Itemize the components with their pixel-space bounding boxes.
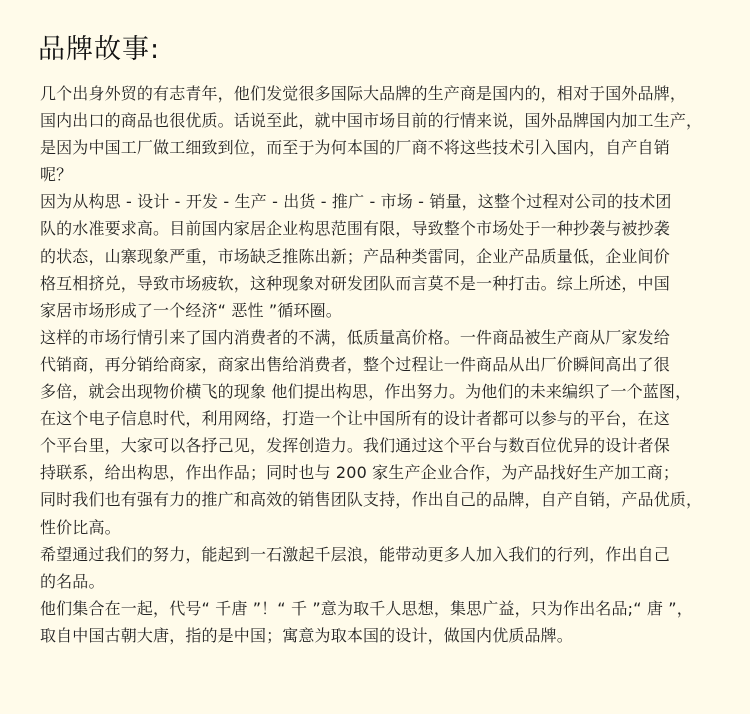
page-title: 品牌故事:: [38, 34, 161, 65]
story-paragraph-4: 希望通过我们的努力，能起到一石激起千层浪，能带动更多人加入我们的行列，作出自己 的名品。: [40, 544, 670, 591]
story-body: [40, 80, 720, 649]
story-paragraph-2: 因为从构思 - 设计 - 开发 - 生产 - 出货 - 推广 - 市场 - 销量，这整个过程对公司的技术团 队的水准要求高。目前国内家居企业构思范围有限，导致整个市场处于一种抄袭与被抄袭 的状态，山寨现象严重，市场缺乏推陈出新；产品种类雷同，企业产品质量低，企业间价 格互相挤兑，导致市场疲软，这种现象对研发团队而言莫不是一种打击。综上所述，中国 家居市场形成了一个经济“ 恶性 ”循环圈。: [40, 192, 672, 320]
story-paragraph-5: 他们集合在一起，代号“ 千唐 ”！“ 千 ”意为取千人思想，集思广益，只为作出名品;“ 唐 ”， 取自中国古朝大唐，指的是中国；寓意为取本国的设计，做国内优质品牌。: [40, 598, 693, 645]
story-paragraph-1: 几个出身外贸的有志青年，他们发觉很多国际大品牌的生产商是国内的，相对于国外品牌， 国内出口的商品也很优质。话说至此，就中国市场目前的行情来说，国外品牌国内加工生产， 是因为中国工厂做工细致到位，而至于为何本国的厂商不将这些技术引入国内，自产自销 呢？: [40, 84, 703, 185]
story-paragraph-3: 这样的市场行情引来了国内消费者的不满，低质量高价格。一件商品被生产商从厂家发给 代销商，再分销给商家，商家出售给消费者，整个过程让一件商品从出厂价瞬间高出了很 多倍，就会出现物价横飞的现象 他们提出构思，作出努力。为他们的未来编织了一个蓝图， 在这个电子信息时代，利用网络，打造一个让中国所有的设计者都可以参与的平台，在这 个平台里，大家可以各抒己见，发挥创造力。我们通过这个平台与数百位优异的设计者保 持联系，给出构思，作出作品；同时也与 200 家生产企业合作，为产品找好生产加工商； 同时我们也有强有力的推广和高效的销售团队支持，作出自己的品牌，自产自销，产品优质， 性价比高。: [40, 327, 703, 537]
